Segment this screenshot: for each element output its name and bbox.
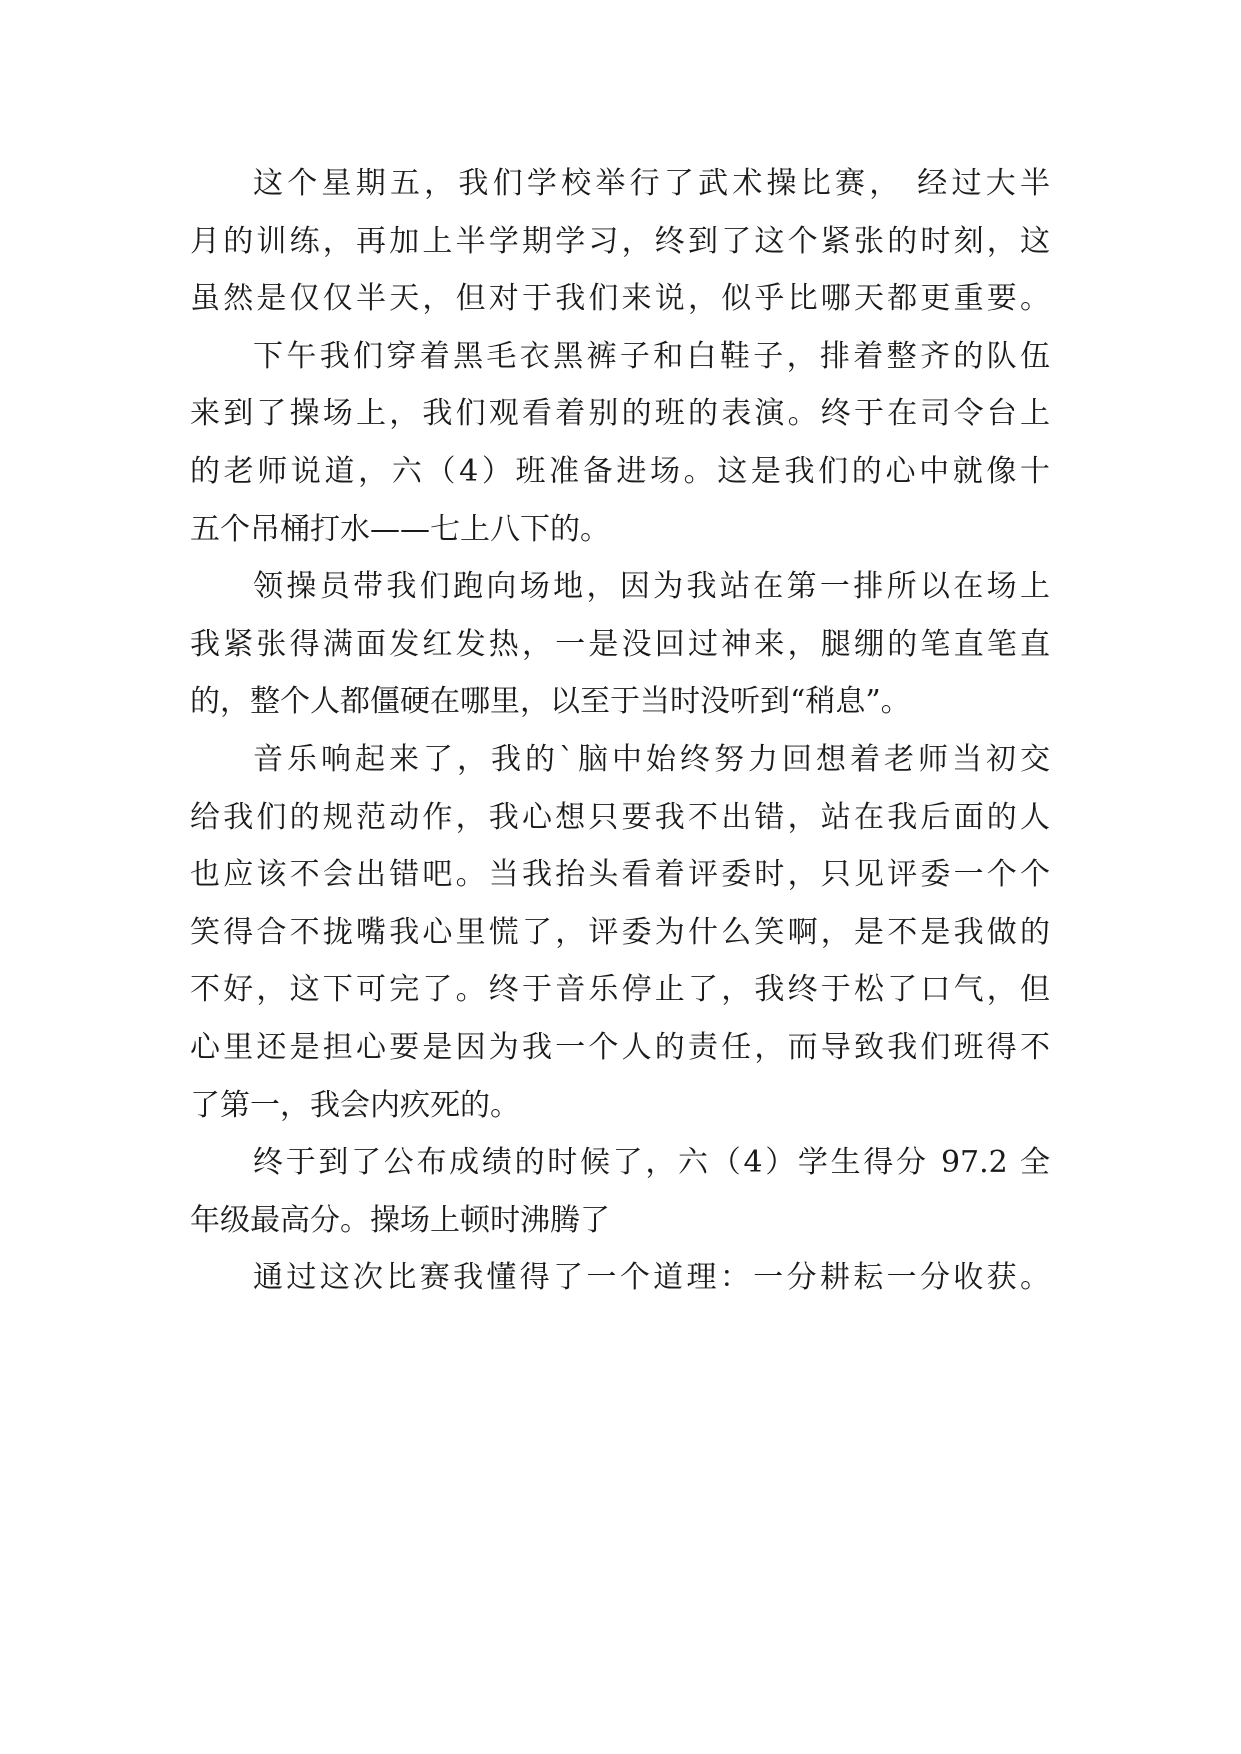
text-line: 的老师说道，六（4）班准备进场。这是我们的心中就像十 (190, 453, 1050, 489)
text-line: 心里还是担心要是因为我一个人的责任，而导致我们班得不 (190, 1029, 1050, 1065)
text-line: 领操员带我们跑向场地，因为我站在第一排所以在场上 (253, 569, 1050, 605)
text-line: 这个星期五，我们学校举行了武术操比赛， 经过大半 (253, 166, 1050, 201)
text-line: 我紧张得满面发红发热，一是没回过神来，腿绷的笔直笔直 (190, 626, 1050, 662)
text-line: 虽然是仅仅半天，但对于我们来说，似乎比哪天都更重要。 (190, 281, 1050, 317)
paragraph-1 (190, 155, 1050, 328)
text-line: 笑得合不拢嘴我心里慌了，评委为什么笑啊，是不是我做的 (190, 914, 1050, 950)
text-line: 音乐响起来了，我的`脑中始终努力回想着老师当初交 (253, 741, 1050, 777)
text-line: 五个吊桶打水——七上八下的。 (190, 511, 610, 547)
text-line: 下午我们穿着黑毛衣黑裤子和白鞋子，排着整齐的队伍 (253, 338, 1050, 374)
text-line: 的，整个人都僵硬在哪里，以至于当时没听到“稍息”。 (190, 684, 911, 720)
paragraph-5 (190, 1134, 1050, 1249)
essay-body (190, 155, 1050, 1307)
paragraph-4 (190, 731, 1050, 1134)
text-line: 不好，这下可完了。终于音乐停止了，我终于松了口气，但 (190, 972, 1050, 1008)
text-line: 给我们的规范动作，我心想只要我不出错，站在我后面的人 (190, 799, 1050, 835)
text-line: 年级最高分。操场上顿时沸腾了 (190, 1202, 610, 1238)
text-line: 了第一，我会内疚死的。 (190, 1087, 520, 1123)
paragraph-3 (190, 558, 1050, 731)
text-line: 通过这次比赛我懂得了一个道理：一分耕耘一分收获。 (253, 1260, 1050, 1296)
text-line: 也应该不会出错吧。当我抬头看着评委时，只见评委一个个 (190, 857, 1050, 893)
text-line: 终于到了公布成绩的时候了，六（4）学生得分 97.2 全 (253, 1145, 1050, 1181)
text-line: 月的训练，再加上半学期学习，终到了这个紧张的时刻，这 (190, 223, 1050, 259)
text-line: 来到了操场上，我们观看着别的班的表演。终于在司令台上 (190, 396, 1050, 432)
paragraph-2 (190, 328, 1050, 558)
paragraph-6 (190, 1249, 1050, 1307)
